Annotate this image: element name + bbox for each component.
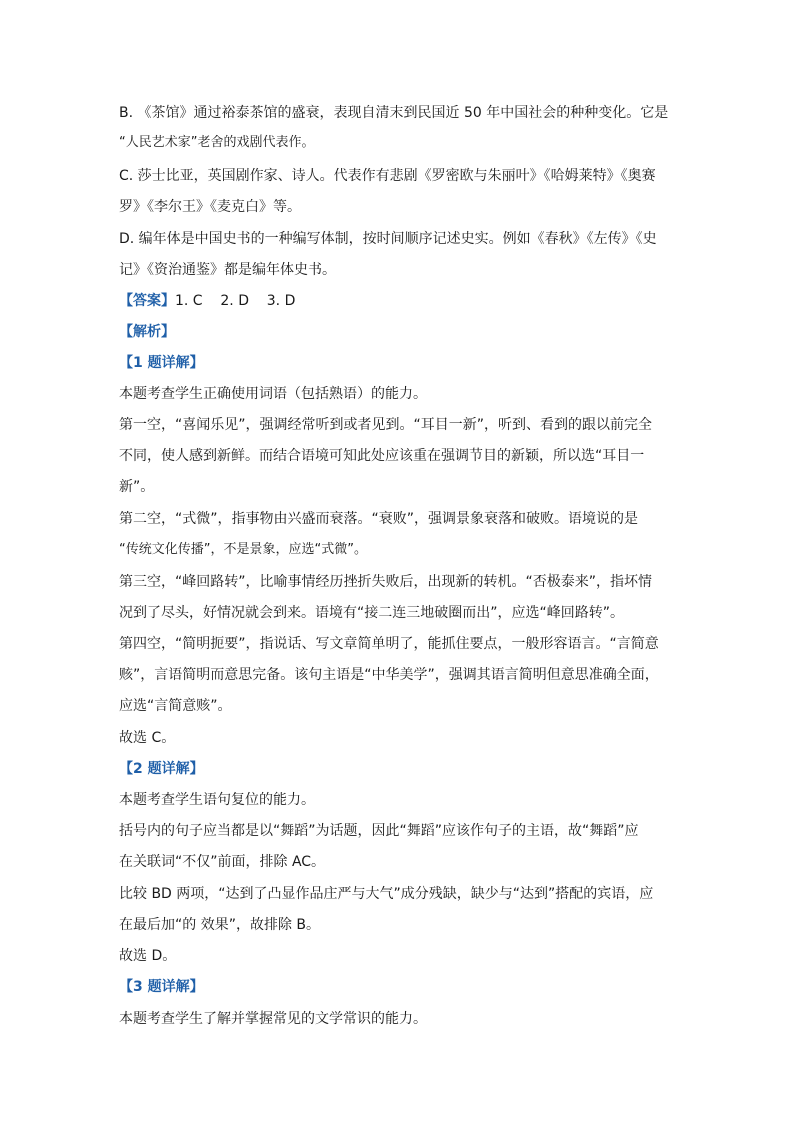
q1-para-2-line-3: 新”。: [119, 479, 155, 495]
q2-para-3-line-1: 比较 BD 两项，“达到了凸显作品庄严与大气”成分残缺，缺少与“达到”搭配的宾语，应: [119, 886, 654, 902]
option-c-line-2: 罗》《李尔王》《麦克白》等。: [119, 199, 301, 215]
q3-heading: 【3 题详解】: [119, 979, 204, 995]
q1-para-5-line-1: 第四空，“简明扼要”，指说话、写文章简单明了，能抓住要点，一般形容语言。“言简意: [119, 636, 659, 652]
q2-conclusion: 故选 D。: [119, 948, 177, 964]
q3-para-1: 本题考查学生了解并掌握常见的文学常识的能力。: [119, 1011, 427, 1027]
option-b-line-2: “人民艺术家”老舍的戏剧代表作。: [119, 135, 315, 150]
option-b-line-1: B. 《茶馆》通过裕泰茶馆的盛衰，表现自清末到民国近 50 年中国社会的种种变化。它是: [119, 105, 669, 121]
option-d-line-2: 记》《资治通鉴》都是编年体史书。: [119, 262, 336, 278]
q2-para-3-line-2: 在最后加“的 效果”，故排除 B。: [119, 917, 321, 933]
q2-para-2-line-1: 括号内的句子应当都是以“舞蹈”为话题，因此“舞蹈”应该作句子的主语，故“舞蹈”应: [119, 823, 639, 839]
q1-para-3-line-1: 第二空，“式微”，指事物由兴盛而衰落。“衰败”，强调景象衰落和破败。语境说的是: [119, 511, 639, 527]
q2-para-1: 本题考查学生语句复位的能力。: [119, 792, 315, 808]
analysis-heading: 【解析】: [119, 324, 175, 340]
q1-para-3-line-2: “传统文化传播”，不是景象，应选“式微”。: [119, 542, 367, 557]
q1-heading: 【1 题详解】: [119, 355, 204, 371]
q1-conclusion: 故选 C。: [119, 730, 176, 746]
q1-para-1: 本题考查学生正确使用词语（包括熟语）的能力。: [119, 386, 427, 402]
q1-para-5-line-3: 应选“言简意赅”。: [119, 698, 232, 714]
q1-para-2-line-1: 第一空，“喜闻乐见”，强调经常听到或者见到。“耳目一新”，听到、看到的跟以前完全: [119, 417, 653, 433]
q1-para-2-line-2: 不同，使人感到新鲜。而结合语境可知此处应该重在强调节目的新颖，所以选“耳目一: [119, 448, 645, 464]
q1-para-5-line-2: 赅”，言语简明而意思完备。该句主语是“中华美学”，强调其语言简明但意思准确全面，: [119, 667, 659, 683]
option-d-line-1: D. 编年体是中国史书的一种编写体制，按时间顺序记述史实。例如《春秋》《左传》《史: [119, 231, 657, 247]
answer-values: 1. C 2. D 3. D: [175, 293, 296, 309]
answer-label: 【答案】: [119, 293, 175, 309]
answer-line: [119, 292, 679, 310]
option-c-line-1: C. 莎士比亚，英国剧作家、诗人。代表作有悲剧《罗密欧与朱丽叶》《哈姆莱特》《奥赛: [119, 168, 656, 184]
q1-para-4-line-1: 第三空，“峰回路转”，比喻事情经历挫折失败后，出现新的转机。“否极泰来”，指坏情: [119, 574, 653, 590]
q2-para-2-line-2: 在关联词“不仅”前面，排除 AC。: [119, 854, 326, 870]
q1-para-4-line-2: 况到了尽头，好情况就会到来。语境有“接二连三地破圈而出”，应选“峰回路转”。: [119, 605, 625, 621]
q2-heading: 【2 题详解】: [119, 761, 204, 777]
